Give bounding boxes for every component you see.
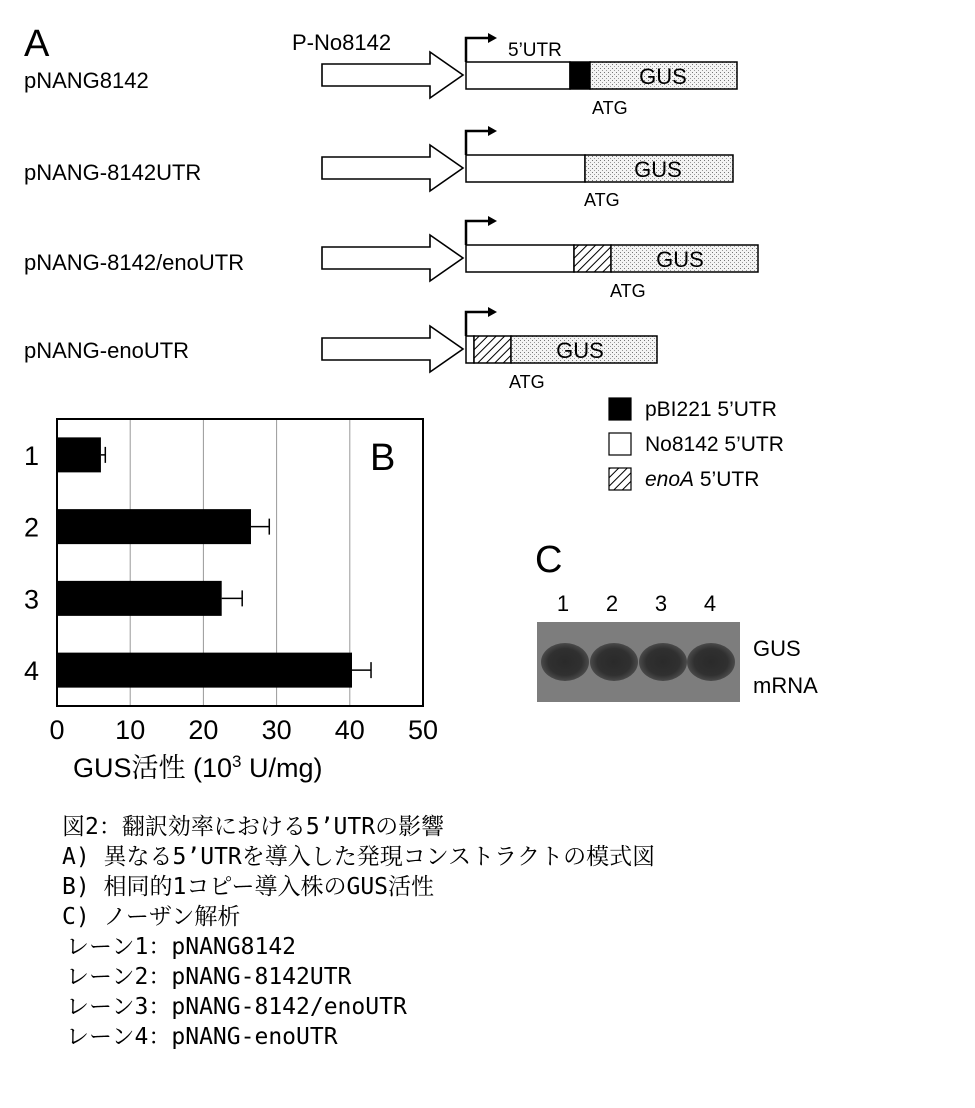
construct-name: pNANG8142 [24, 68, 149, 93]
gus-label: GUS [634, 157, 682, 182]
panel-b-label: B [370, 437, 396, 479]
lane-number: 3 [654, 591, 668, 616]
caption-line-b: B) 相同的1コピー導入株のGUS活性 [62, 874, 435, 900]
no8142-utr-box [466, 245, 574, 272]
category-label: 3 [24, 584, 40, 615]
caption-lane-1: レーン1：pNANG8142 [66, 934, 297, 960]
enoa-utr-box [574, 245, 611, 272]
tss-arrow-head [488, 126, 497, 136]
promoter-arrow [322, 145, 463, 191]
lane-number: 4 [703, 591, 717, 616]
atg-label: ATG [509, 372, 545, 392]
legend-label-enoa [645, 468, 759, 491]
x-axis-label [73, 752, 323, 783]
bar-1 [57, 437, 101, 472]
construct-name: pNANG-8142/enoUTR [24, 250, 245, 275]
lane-number: 2 [605, 591, 619, 616]
gus-label: GUS [556, 338, 604, 363]
gus-mrna-band-lane-2 [590, 643, 638, 681]
legend-swatch-pbi221 [609, 398, 631, 420]
construct-name: pNANG-enoUTR [24, 338, 190, 363]
caption-title: 図2：翻訳効率における5’UTRの影響 [62, 814, 445, 840]
caption-line-c: C) ノーザン解析 [62, 904, 241, 930]
x-tick-label: 40 [334, 715, 365, 745]
tss-arrow-icon [466, 312, 490, 336]
x-axis-label-tail: U/mg) [241, 753, 323, 783]
x-tick-label: 50 [407, 715, 439, 745]
gus-mrna-band-lane-1 [541, 643, 589, 681]
bar-chart [24, 419, 438, 783]
x-axis-label-sup: 3 [232, 752, 242, 771]
utr-legend [609, 398, 784, 491]
caption-lane-3: レーン3：pNANG-8142/enoUTR [66, 994, 407, 1020]
no8142-utr-box [466, 336, 474, 363]
tss-arrow-head [488, 307, 497, 317]
x-axis-label-main: GUS活性 (10 [73, 753, 233, 783]
panel-a-label: A [24, 23, 50, 65]
legend-label-no8142: No8142 5’UTR [645, 433, 784, 456]
tss-arrow-icon [466, 221, 490, 245]
x-tick-label: 10 [115, 715, 146, 745]
x-tick-label: 30 [261, 715, 292, 745]
northern-blot-panel [535, 539, 818, 702]
tss-arrow-icon [466, 38, 490, 62]
construct-name: pNANG-8142UTR [24, 160, 202, 185]
atg-label: ATG [592, 98, 628, 118]
construct-row-3 [24, 216, 758, 301]
enoa-utr-box [474, 336, 511, 363]
x-axis-ticks [49, 715, 438, 745]
legend-label-enoa-italic: enoA [645, 468, 695, 491]
caption-lane-4: レーン4：pNANG-enoUTR [66, 1024, 338, 1050]
tss-arrow-head [488, 33, 497, 43]
no8142-utr-box [466, 155, 585, 182]
band-label-gus: GUS [753, 636, 801, 661]
gus-mrna-band-lane-3 [639, 643, 687, 681]
bar-4 [57, 653, 352, 688]
category-label: 2 [24, 512, 40, 543]
caption-line-a: A) 異なる5’UTRを導入した発現コンストラクトの模式図 [62, 844, 656, 870]
category-label: 1 [24, 440, 40, 471]
no8142-utr-box [466, 62, 570, 89]
construct-row-2 [24, 126, 733, 210]
gus-mrna-band-lane-4 [687, 643, 735, 681]
band-label-mrna: mRNA [753, 673, 818, 698]
category-label: 4 [24, 656, 40, 687]
promoter-label: P-No8142 [292, 30, 392, 55]
legend-swatch-enoa [609, 468, 631, 490]
atg-label: ATG [610, 281, 646, 301]
figure-caption [62, 812, 962, 1052]
bar-2 [57, 509, 251, 544]
x-tick-label: 0 [49, 715, 65, 745]
panel-c-label: C [535, 539, 563, 581]
legend-label-enoa-rest: 5’UTR [694, 468, 760, 491]
tss-arrow-head [488, 216, 497, 226]
gus-label: GUS [639, 64, 687, 89]
x-tick-label: 20 [188, 715, 219, 745]
construct-row-4 [24, 307, 657, 392]
category-labels [24, 441, 39, 686]
legend-swatch-no8142 [609, 433, 631, 455]
gus-label: GUS [656, 247, 704, 272]
tss-arrow-icon [466, 131, 490, 155]
utr-header-label: 5’UTR [508, 40, 562, 61]
promoter-arrow [322, 326, 463, 372]
bar-3 [57, 581, 222, 616]
promoter-arrow [322, 52, 463, 98]
pbi221-utr-box [570, 62, 590, 89]
atg-label: ATG [584, 190, 620, 210]
caption-lane-2: レーン2：pNANG-8142UTR [66, 964, 352, 990]
lane-number: 1 [556, 591, 570, 616]
promoter-arrow [322, 235, 463, 281]
legend-label-pbi221: pBI221 5’UTR [645, 398, 777, 421]
chart-bars [57, 437, 371, 687]
